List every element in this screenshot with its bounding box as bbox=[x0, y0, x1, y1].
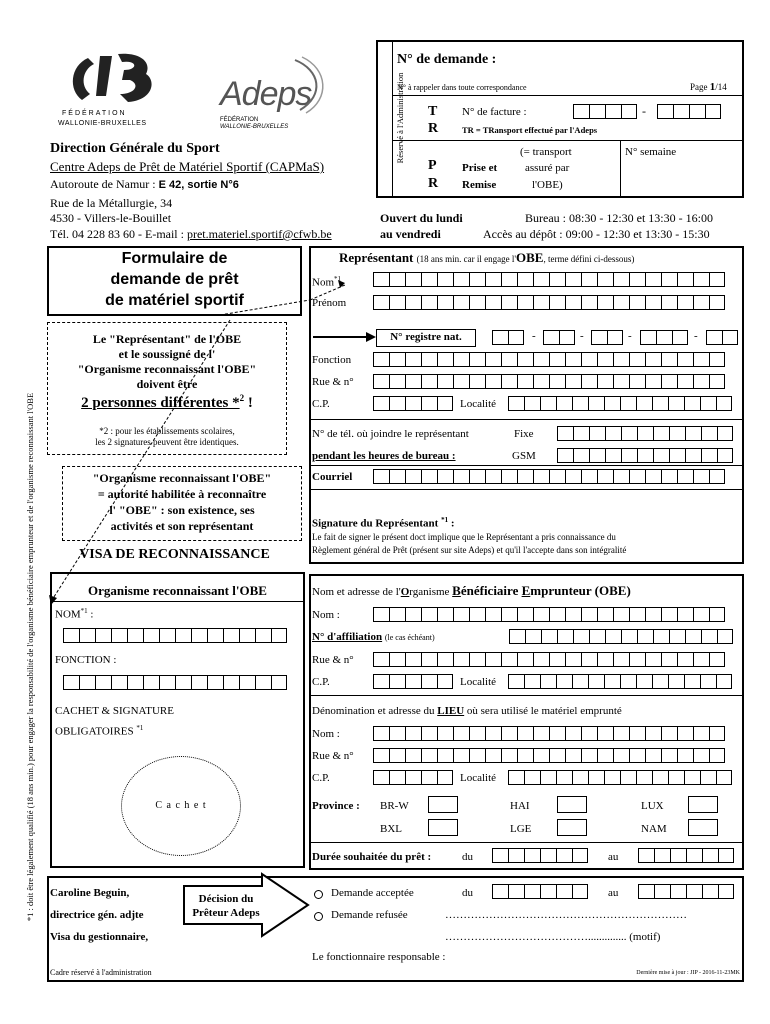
obe-localite-label: Localité bbox=[460, 676, 497, 688]
org-box-title: Organisme reconnaissant l'OBE bbox=[88, 583, 267, 598]
province-lge-label: LGE bbox=[510, 823, 532, 835]
lieu-cp-label: C.P. bbox=[312, 772, 330, 784]
adeps-sub2: WALLONIE-BRUXELLES bbox=[220, 124, 289, 130]
rappeler-note: N° à rappeler dans toute correspondance bbox=[397, 83, 527, 92]
fixe-cells[interactable] bbox=[557, 426, 733, 441]
org-fonction-label: FONCTION : bbox=[55, 654, 117, 666]
gsm-cells[interactable] bbox=[557, 448, 733, 463]
obe-hr-2 bbox=[309, 842, 744, 843]
obe-cp-cells[interactable] bbox=[373, 674, 453, 689]
rep-rue-cells[interactable] bbox=[373, 374, 725, 389]
hours-depot: Accès au dépôt : 09:00 - 12:30 et 13:30 - 15:30 bbox=[483, 227, 710, 241]
org-nom-sup: *1 bbox=[80, 607, 88, 615]
org-info-2: = autorité habilitée à reconnaître bbox=[97, 487, 267, 501]
lieu-rue-cells[interactable] bbox=[373, 748, 725, 763]
motif-dots: ………………………………….............. (motif) bbox=[445, 931, 661, 943]
open-line1: Ouvert du lundi bbox=[380, 211, 463, 225]
sig-text-1: Le fait de signer le présent doct implique que le Représentant a pris connaissance du bbox=[312, 532, 616, 542]
fed-line2: WALLONIE-BRUXELLES bbox=[58, 120, 147, 127]
gsm-label: GSM bbox=[512, 450, 536, 462]
sig-colon: : bbox=[448, 517, 455, 530]
footer-name: Caroline Beguin, bbox=[50, 887, 130, 899]
semaine-label: N° semaine bbox=[625, 146, 677, 158]
direction-title: Direction Générale du Sport bbox=[50, 141, 220, 156]
province-bxl-label: BXL bbox=[380, 823, 402, 835]
registre-dash-3: - bbox=[628, 330, 632, 342]
rep-obe: OBE bbox=[515, 250, 544, 265]
refusee-dots: ………………………………………………………… bbox=[445, 909, 687, 921]
acceptee-du-label: du bbox=[462, 887, 473, 899]
admin-vertical-label: Réservé à l'Administration bbox=[395, 72, 405, 164]
rep-cp-cells[interactable] bbox=[373, 396, 453, 411]
page-num: 1 bbox=[709, 81, 716, 93]
form-title-line1: Formulaire de bbox=[121, 250, 228, 267]
route-value: E 42, sortie N°6 bbox=[158, 179, 239, 191]
letter-t: T bbox=[428, 104, 438, 119]
rep-nom-sup: *1 bbox=[334, 275, 341, 283]
lieu-nom-cells[interactable] bbox=[373, 726, 725, 741]
rep-info-1: Le "Représentant" de l'OBE bbox=[92, 332, 242, 346]
acceptee-label: Demande acceptée bbox=[331, 887, 414, 899]
rep-info-4: doivent être bbox=[136, 377, 198, 391]
duree-du-label: du bbox=[462, 851, 473, 863]
lieu-localite-cells[interactable] bbox=[508, 770, 732, 785]
province-nam-label: NAM bbox=[641, 823, 667, 835]
cachet-label-1: CACHET & SIGNATURE bbox=[55, 705, 174, 717]
route-label: Autoroute de Namur : bbox=[50, 177, 156, 191]
duree-du-cells[interactable] bbox=[492, 848, 588, 863]
decision-arrow-icon bbox=[182, 872, 312, 938]
decision-line1: Décision du bbox=[198, 893, 254, 905]
acceptee-du-cells[interactable] bbox=[492, 884, 588, 899]
province-lux-label: LUX bbox=[641, 800, 664, 812]
remise-label: Remise bbox=[462, 179, 497, 191]
courriel-label: Courriel bbox=[312, 471, 353, 483]
fixe-label: Fixe bbox=[514, 428, 534, 440]
form-title-line2: demande de prêt bbox=[110, 271, 239, 288]
letter-r2: R bbox=[428, 176, 439, 191]
acceptee-au-cells[interactable] bbox=[638, 884, 734, 899]
org-info-3: l' "OBE" : son existence, ses bbox=[109, 503, 255, 517]
demande-title: N° de demande : bbox=[397, 52, 497, 67]
cachet-stamp-label: C a c h e t bbox=[155, 800, 207, 811]
rep-fonction-cells[interactable] bbox=[373, 352, 725, 367]
refusee-label: Demande refusée bbox=[331, 909, 408, 921]
registre-cells-4[interactable] bbox=[640, 330, 688, 345]
province-hai-checkbox[interactable] bbox=[557, 796, 587, 813]
letter-r: R bbox=[428, 121, 439, 136]
rep-localite-cells[interactable] bbox=[508, 396, 732, 411]
footer-role: directrice gén. adjte bbox=[50, 909, 144, 921]
note-line1: *2 : pour les établissements scolaires, bbox=[99, 426, 235, 436]
letter-p: P bbox=[428, 158, 437, 173]
affiliation-note: (le cas échéant) bbox=[384, 633, 435, 642]
acceptee-au-label: au bbox=[608, 887, 619, 899]
rep-nom-label bbox=[312, 275, 341, 289]
province-hai-label: HAI bbox=[510, 800, 530, 812]
obe-rue-label: Rue & n° bbox=[312, 654, 354, 666]
duree-au-cells[interactable] bbox=[638, 848, 734, 863]
rep-prenom-label: Prénom bbox=[312, 297, 347, 309]
cadre-label: Cadre réservé à l'administration bbox=[50, 968, 152, 977]
rep-cp-label: C.P. bbox=[312, 398, 330, 410]
rep-info-5-text: 2 personnes différentes * bbox=[81, 395, 240, 411]
rep-fonction-label: Fonction bbox=[312, 354, 352, 366]
hours-bureau: Bureau : 08:30 - 12:30 et 13:30 - 16:00 bbox=[525, 211, 713, 225]
rep-info-5-sup: 2 bbox=[239, 393, 245, 403]
visa-title: VISA DE RECONNAISSANCE bbox=[79, 547, 270, 562]
refusee-radio[interactable] bbox=[314, 912, 323, 921]
transport-line3: l'OBE) bbox=[532, 179, 563, 191]
org-info-1: "Organisme reconnaissant l'OBE" bbox=[92, 471, 272, 485]
rep-hr-2 bbox=[309, 465, 744, 466]
registre-cells-1[interactable] bbox=[492, 330, 524, 345]
rep-info-3: "Organisme reconnaissant l'OBE" bbox=[77, 362, 257, 376]
rep-rue-label: Rue & n° bbox=[312, 376, 354, 388]
open-line2: au vendredi bbox=[380, 227, 441, 241]
rep-info-2: et le soussigné de l' bbox=[118, 347, 216, 361]
rep-localite-label: Localité bbox=[460, 398, 497, 410]
rep-hr-3 bbox=[309, 489, 744, 490]
tr-definition: TR = TRansport effectué par l'Adeps bbox=[462, 125, 598, 135]
org-info-4: activités et son représentant bbox=[110, 519, 254, 533]
transport-line2: assuré par bbox=[525, 162, 570, 174]
city: 4530 - Villers-le-Bouillet bbox=[50, 211, 172, 225]
registre-cells-5[interactable] bbox=[706, 330, 738, 345]
facture-dash: - bbox=[642, 104, 646, 118]
note-line2: les 2 signatures peuvent être identiques. bbox=[95, 437, 239, 447]
lieu-cp-cells[interactable] bbox=[373, 770, 453, 785]
affiliation-label bbox=[312, 631, 435, 643]
province-brw-checkbox[interactable] bbox=[428, 796, 458, 813]
centre-name: Centre Adeps de Prêt de Matériel Sportif (CAPMaS) bbox=[50, 159, 325, 174]
province-brw-label: BR-W bbox=[380, 800, 409, 812]
duree-au-label: au bbox=[608, 851, 619, 863]
province-label: Province : bbox=[312, 800, 360, 812]
contact-email-link[interactable]: pret.materiel.sportif@cfwb.be bbox=[186, 227, 332, 241]
org-nom-label: NOM$^{*1}$ : bbox=[55, 607, 94, 621]
rep-hr-1 bbox=[309, 419, 744, 420]
sig-title bbox=[312, 516, 454, 530]
lieu-title: Dénomination et adresse du LIEU où sera utilisé le matériel emprunté bbox=[312, 705, 622, 717]
obe-nom-cells[interactable] bbox=[373, 607, 725, 622]
rep-note2: , terme défini ci-dessous) bbox=[543, 254, 635, 264]
registre-dash-4: - bbox=[694, 330, 698, 342]
courriel-cells[interactable] bbox=[373, 469, 725, 484]
rep-nom-text: Nom bbox=[312, 276, 334, 289]
obe-nom-label: Nom : bbox=[312, 609, 340, 621]
form-title-line3: de matériel sportif bbox=[105, 292, 244, 309]
rep-tel-label-2: pendant les heures de bureau : bbox=[312, 450, 456, 462]
lieu-localite-label: Localité bbox=[460, 772, 497, 784]
page-total: /14 bbox=[715, 82, 727, 92]
transport-line1: (= transport bbox=[520, 146, 572, 158]
maj-label: Dernière mise à jour : JIP - 2016-11-23MK bbox=[636, 970, 740, 976]
footer-visa: Visa du gestionnaire, bbox=[50, 931, 149, 943]
province-nam-checkbox[interactable] bbox=[688, 819, 718, 836]
registre-dash-2: - bbox=[580, 330, 584, 342]
province-bxl-checkbox[interactable] bbox=[428, 819, 458, 836]
registre-cells-3[interactable] bbox=[591, 330, 623, 345]
rep-title bbox=[339, 250, 634, 266]
street: Rue de la Métallurgie, 34 bbox=[50, 196, 173, 210]
adeps-sub1: FÉDÉRATION bbox=[220, 117, 259, 123]
prise-label: Prise et bbox=[462, 162, 498, 174]
org-nom-text: NOM bbox=[55, 608, 81, 621]
rep-info-5-end: ! bbox=[244, 395, 253, 411]
rep-title-text: Représentant bbox=[339, 250, 414, 265]
side-vertical-note: *1 : doit être légalement qualifié (18 ans min.) pour engager la responsabilité de l'organisme bénéficiaire emprunteur et de l'organisme reconnaissant l'OBE bbox=[25, 392, 35, 922]
affiliation-cells[interactable] bbox=[509, 629, 733, 644]
lieu-nom-label: Nom : bbox=[312, 728, 340, 740]
rep-nom-cells[interactable] bbox=[373, 272, 725, 287]
rep-prenom-cells[interactable] bbox=[373, 295, 725, 310]
page-label: Page bbox=[690, 82, 708, 92]
registre-dash-1: - bbox=[532, 330, 536, 342]
obe-rue-cells[interactable] bbox=[373, 652, 725, 667]
fonctionnaire-label: Le fonctionnaire responsable : bbox=[312, 951, 446, 963]
obe-cp-label: C.P. bbox=[312, 676, 330, 688]
sig-text-2: Règlement général de Prêt (présent sur site Adeps) et qu'il l'accepte dans son intégralité bbox=[312, 545, 627, 555]
sig-title-text: Signature du Représentant bbox=[312, 517, 439, 530]
adeps-wordmark: Adeps bbox=[220, 75, 312, 113]
obe-localite-cells[interactable] bbox=[508, 674, 732, 689]
decision-line2: Prêteur Adeps bbox=[192, 907, 260, 919]
lieu-rue-label: Rue & n° bbox=[312, 750, 354, 762]
province-lux-checkbox[interactable] bbox=[688, 796, 718, 813]
rep-tel-label-1: N° de tél. où joindre le représentant bbox=[312, 428, 469, 440]
registre-cells-2[interactable] bbox=[543, 330, 575, 345]
fed-line1: FÉDÉRATION bbox=[62, 110, 127, 117]
rep-note: (18 ans min. car il engage l' bbox=[416, 254, 516, 264]
duree-label: Durée souhaitée du prêt : bbox=[312, 851, 432, 863]
cachet-label-2-text: OBLIGATOIRES bbox=[55, 725, 134, 738]
registre-label: N° registre nat. bbox=[390, 331, 462, 343]
facture-label: N° de facture : bbox=[462, 106, 527, 118]
obe-title: Nom et adresse de l'Organisme Bénéficiaire Emprunteur (OBE) bbox=[312, 583, 631, 598]
affiliation-text: N° d'affiliation bbox=[312, 631, 383, 643]
sig-sup: *1 bbox=[441, 516, 449, 524]
province-lge-checkbox[interactable] bbox=[557, 819, 587, 836]
obe-hr-1 bbox=[309, 695, 744, 696]
cachet-label-2-sup: *1 bbox=[136, 724, 144, 732]
contact-tel: Tél. 04 228 83 60 - E-mail : bbox=[50, 227, 184, 241]
acceptee-radio[interactable] bbox=[314, 890, 323, 899]
